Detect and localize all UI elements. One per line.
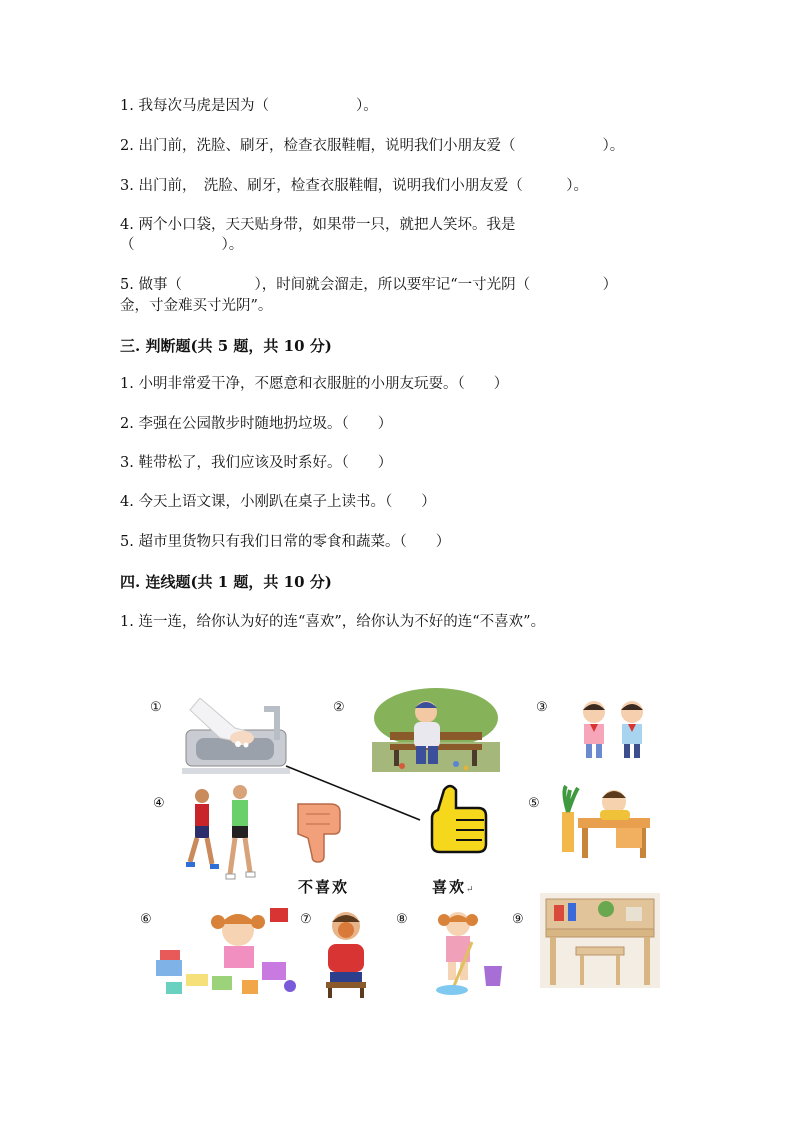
number-8: ⑧ bbox=[396, 912, 408, 927]
messy-girl-picture bbox=[152, 900, 302, 1000]
answer-connector-line bbox=[280, 760, 430, 830]
section-4-title: 四. 连线题(共 1 题，共 10 分) bbox=[120, 573, 332, 591]
fill-question-3: 3. 出门前， 洗脸、刷牙，检查衣服鞋帽，说明我们小朋友爱（ ）。 bbox=[120, 178, 588, 194]
fill-question-5-cont: 金，寸金难买寸光阴”。 bbox=[120, 298, 273, 314]
thumbs-up-icon bbox=[420, 782, 490, 856]
girl-mopping-picture bbox=[428, 906, 508, 998]
section-3-title: 三. 判断题(共 5 题，共 10 分) bbox=[120, 337, 332, 355]
washing-hands-picture bbox=[180, 698, 292, 778]
number-2: ② bbox=[333, 700, 345, 715]
fill-question-1: 1. 我每次马虎是因为（ ）。 bbox=[120, 98, 378, 114]
boy-eating-picture bbox=[318, 906, 374, 998]
fill-question-4: 4. 两个小口袋，天天贴身带，如果带一只，就把人笑坏。我是 bbox=[120, 217, 516, 233]
number-7: ⑦ bbox=[300, 912, 312, 927]
dislike-label: 不喜欢 bbox=[298, 878, 350, 896]
like-label: 喜欢↵ bbox=[432, 878, 476, 896]
judge-item-4: 4. 今天上语文课，小刚趴在桌子上读书。（ ） bbox=[120, 494, 436, 510]
runners-picture bbox=[182, 782, 262, 886]
judge-item-3: 3. 鞋带松了，我们应该及时系好。（ ） bbox=[120, 455, 393, 471]
fill-question-5: 5. 做事（ ），时间就会溜走，所以要牢记“一寸光阴（ ） bbox=[120, 277, 618, 293]
number-4: ④ bbox=[153, 796, 165, 811]
two-kids-picture bbox=[572, 698, 656, 762]
judge-item-5: 5. 超市里货物只有我们日常的零食和蔬菜。（ ） bbox=[120, 534, 451, 550]
match-instruction: 1. 连一连，给你认为好的连“喜欢”，给你认为不好的连“不喜欢”。 bbox=[120, 614, 546, 630]
judge-item-1: 1. 小明非常爱干净，不愿意和衣服脏的小朋友玩耍。（ ） bbox=[120, 376, 509, 392]
number-6: ⑥ bbox=[140, 912, 152, 927]
number-3: ③ bbox=[536, 700, 548, 715]
wooden-desk-picture bbox=[540, 893, 660, 988]
fill-question-4-cont: （ ）。 bbox=[120, 237, 244, 253]
number-9: ⑨ bbox=[512, 912, 524, 927]
sleeping-at-desk-picture bbox=[556, 782, 654, 862]
fill-question-2: 2. 出门前，洗脸、刷牙，检查衣服鞋帽，说明我们小朋友爱（ ）。 bbox=[120, 138, 625, 154]
judge-item-2: 2. 李强在公园散步时随地扔垃圾。（ ） bbox=[120, 416, 393, 432]
number-5: ⑤ bbox=[528, 796, 540, 811]
number-1: ① bbox=[150, 700, 162, 715]
